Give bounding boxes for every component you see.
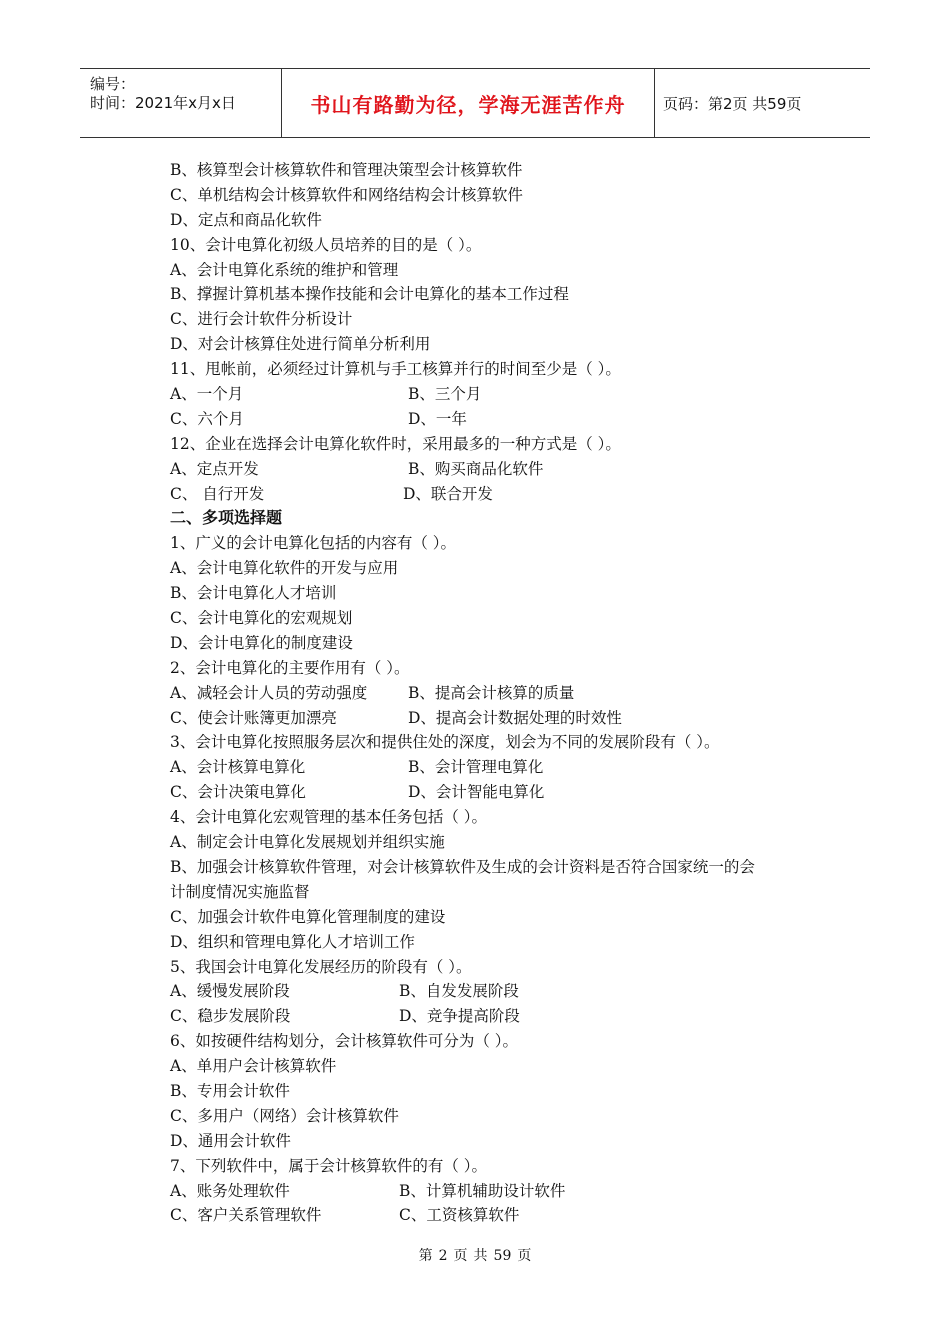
header-left-cell: [80, 69, 282, 137]
line-text: A、会计核算电算化: [170, 758, 306, 777]
text-line: [170, 880, 830, 905]
line-text: C、单机结构会计核算软件和网络结构会计核算软件: [170, 185, 523, 204]
line-text: C、会计决策电算化: [170, 783, 306, 802]
text-line: [170, 979, 830, 1004]
line-option-right: D、竞争提高阶段: [399, 1007, 520, 1026]
line-option-right: D、联合开发: [403, 484, 493, 503]
line-text: 4、会计电算化宏观管理的基本任务包括（ ）。: [170, 808, 488, 827]
text-line: [170, 482, 830, 507]
line-text: 计制度情况实施监督: [170, 882, 310, 901]
footer-token: 第: [418, 1248, 433, 1264]
footer-token: 共: [473, 1248, 488, 1264]
motto-text: 书山有路勤为径，学海无涯苦作舟: [310, 92, 626, 117]
line-text: B、核算型会计核算软件和管理决策型会计核算软件: [170, 161, 523, 179]
footer-token: 页: [453, 1248, 468, 1264]
line-text: C、会计电算化的宏观规划: [170, 609, 353, 628]
line-option-right: B、三个月: [408, 385, 482, 404]
text-line: [170, 1079, 830, 1104]
text-line: [170, 681, 830, 706]
line-text: A、制定会计电算化发展规划并组织实施: [170, 833, 445, 852]
text-line: [170, 606, 830, 631]
line-text: C、客户关系管理软件: [170, 1206, 322, 1225]
text-line: [170, 282, 830, 307]
text-line: [170, 332, 830, 357]
line-text: 7、下列软件中，属于会计核算软件的有（ ）。: [170, 1156, 488, 1175]
text-line: [170, 407, 830, 432]
text-line: [170, 357, 830, 382]
text-line: [170, 1054, 830, 1079]
line-option-right: B、购买商品化软件: [408, 459, 544, 478]
line-text: 3、会计电算化按照服务层次和提供住处的深度，划会为不同的发展阶段有（ ）。: [170, 733, 720, 752]
text-line: [170, 208, 830, 233]
text-line: [170, 1154, 830, 1179]
line-text: C、 自行开发: [170, 484, 265, 503]
text-line: [170, 1104, 830, 1129]
text-line: [170, 183, 830, 208]
line-text: A、单用户会计核算软件: [170, 1057, 337, 1076]
text-line: [170, 780, 830, 805]
text-line: [170, 706, 830, 731]
text-line: [170, 930, 830, 955]
page-info: 页码：第2页 共59页: [663, 94, 802, 113]
line-text: 10、会计电算化初级人员培养的目的是（ ）。: [170, 235, 482, 254]
line-text: D、通用会计软件: [170, 1131, 291, 1150]
text-line: [170, 382, 830, 407]
text-line: [170, 233, 830, 258]
text-line: [170, 531, 830, 556]
line-text: A、会计电算化系统的维护和管理: [170, 260, 399, 279]
text-line: [170, 855, 830, 880]
text-line: [170, 1129, 830, 1154]
text-line: [170, 805, 830, 830]
line-text: 5、我国会计电算化发展经历的阶段有（ ）。: [170, 957, 472, 976]
text-line: [170, 158, 830, 183]
line-text: 二、多项选择题: [170, 508, 283, 528]
line-option-right: C、工资核算软件: [399, 1206, 520, 1225]
time-label: 时间：2021年x月x日: [90, 94, 236, 112]
line-text: D、组织和管理电算化人才培训工作: [170, 932, 415, 951]
line-option-right: D、一年: [408, 409, 467, 428]
line-text: D、对会计核算住处进行简单分析利用: [170, 335, 431, 354]
line-text: C、稳步发展阶段: [170, 1007, 291, 1026]
line-text: 12、企业在选择会计电算化软件时，采用最多的一种方式是（ ）。: [170, 434, 621, 453]
page-footer: [0, 1245, 950, 1265]
line-option-right: D、提高会计数据处理的时效性: [408, 708, 622, 727]
text-line: [170, 955, 830, 980]
footer-token: 页: [517, 1248, 532, 1264]
text-line: [170, 1203, 830, 1228]
line-text: D、会计电算化的制度建设: [170, 633, 353, 652]
text-line: [170, 1004, 830, 1029]
text-line: [170, 432, 830, 457]
line-text: D、定点和商品化软件: [170, 210, 322, 229]
line-text: 6、如按硬件结构划分，会计核算软件可分为（ ）。: [170, 1032, 519, 1051]
line-text: A、缓慢发展阶段: [170, 982, 290, 1001]
line-text: B、撑握计算机基本操作技能和会计电算化的基本工作过程: [170, 285, 569, 304]
line-option-right: B、会计管理电算化: [408, 758, 544, 777]
header-page-cell: [655, 69, 870, 137]
text-line: [170, 457, 830, 482]
serial-label: 编号：: [90, 75, 136, 93]
text-line: [170, 905, 830, 930]
line-option-right: B、自发发展阶段: [399, 982, 519, 1001]
text-line: [170, 556, 830, 581]
line-text: A、一个月: [170, 385, 244, 404]
line-text: A、账务处理软件: [170, 1181, 290, 1200]
line-text: C、加强会计软件电算化管理制度的建设: [170, 907, 446, 926]
text-line: [170, 755, 830, 780]
line-option-right: D、会计智能电算化: [408, 783, 545, 802]
document-body: [170, 158, 830, 1228]
line-option-right: B、计算机辅助设计软件: [399, 1181, 566, 1200]
text-line: [170, 631, 830, 656]
line-text: B、专用会计软件: [170, 1081, 290, 1100]
line-text: A、会计电算化软件的开发与应用: [170, 559, 399, 578]
footer-token: 2: [438, 1248, 448, 1264]
line-text: C、进行会计软件分析设计: [170, 310, 353, 329]
text-line: [170, 307, 830, 332]
line-text: A、减轻会计人员的劳动强度: [170, 683, 368, 702]
page-header: [80, 68, 870, 138]
line-text: C、六个月: [170, 409, 244, 428]
line-text: B、加强会计核算软件管理，对会计核算软件及生成的会计资料是否符合国家统一的会: [170, 857, 755, 876]
text-line: [170, 730, 830, 755]
line-option-right: B、提高会计核算的质量: [408, 683, 575, 702]
text-line: [170, 258, 830, 283]
line-text: A、定点开发: [170, 459, 259, 478]
line-text: C、使会计账簿更加漂亮: [170, 708, 337, 727]
footer-token: 59: [493, 1248, 512, 1264]
line-text: 11、甩帐前，必须经过计算机与手工核算并行的时间至少是（ ）。: [170, 360, 621, 379]
line-text: 1、广义的会计电算化包括的内容有（ ）。: [170, 534, 457, 553]
text-line: [170, 1029, 830, 1054]
line-text: C、多用户（网络）会计核算软件: [170, 1106, 399, 1125]
text-line: [170, 1179, 830, 1204]
line-text: B、会计电算化人才培训: [170, 584, 337, 603]
header-motto-cell: [282, 69, 655, 137]
text-line: [170, 656, 830, 681]
text-line: [170, 830, 830, 855]
section-heading: [170, 506, 830, 531]
line-text: 2、会计电算化的主要作用有（ ）。: [170, 658, 410, 677]
text-line: [170, 581, 830, 606]
